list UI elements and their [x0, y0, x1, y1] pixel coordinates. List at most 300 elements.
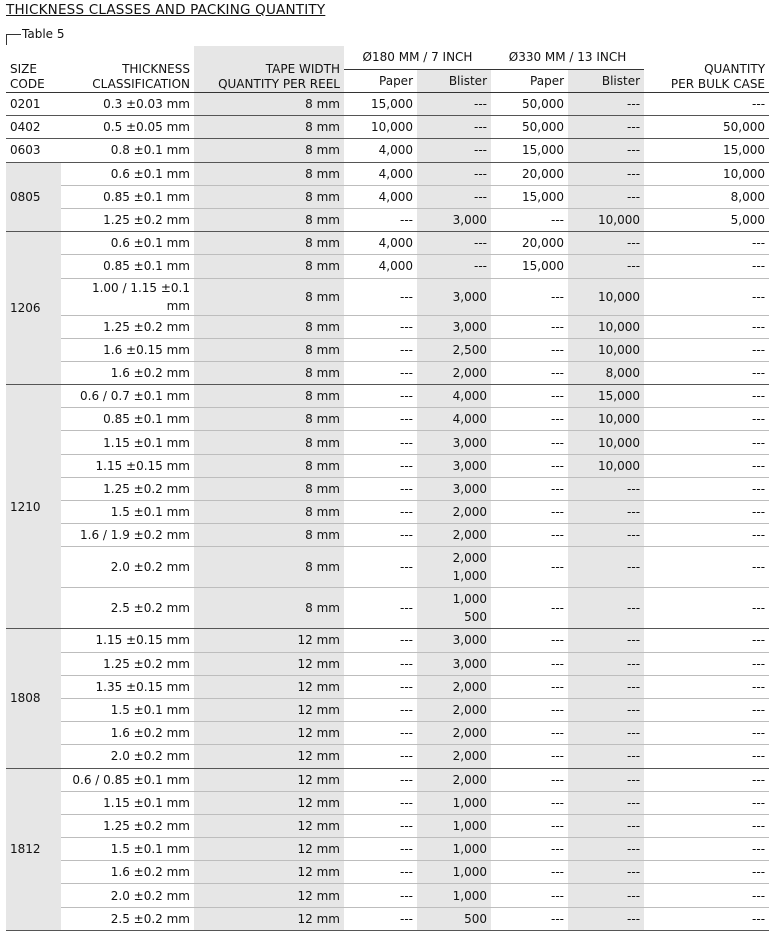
- table-row: [6, 185, 769, 208]
- paper-180-cell: 10,000: [344, 116, 417, 139]
- bulk-cell: ---: [644, 907, 769, 930]
- bulk-cell: 50,000: [644, 116, 769, 139]
- thickness-cell: 1.5 ±0.1 mm: [61, 501, 194, 524]
- bulk-cell: ---: [644, 814, 769, 837]
- paper-180-cell: ---: [344, 907, 417, 930]
- table-row: [6, 884, 769, 907]
- thickness-cell: 2.0 ±0.2 mm: [61, 884, 194, 907]
- paper-180-cell: ---: [344, 315, 417, 338]
- header-thickness: [61, 46, 194, 93]
- bulk-cell: ---: [644, 278, 769, 315]
- paper-180-cell: ---: [344, 652, 417, 675]
- table-row: [6, 93, 769, 116]
- header-thickness-line2: CLASSIFICATION: [92, 77, 190, 91]
- bulk-cell: ---: [644, 547, 769, 588]
- paper-330-cell: ---: [491, 745, 568, 768]
- tape-width-cell: 8 mm: [194, 524, 344, 547]
- table-row: [6, 791, 769, 814]
- table-row: [6, 629, 769, 652]
- blister-330-cell: 10,000: [568, 208, 644, 231]
- thickness-cell: 1.5 ±0.1 mm: [61, 838, 194, 861]
- table-row: [6, 278, 769, 315]
- header-paper-180: Paper: [344, 70, 417, 93]
- header-tape-line2: QUANTITY PER REEL: [218, 77, 340, 91]
- table-row: [6, 361, 769, 384]
- blister-330-cell: ---: [568, 861, 644, 884]
- bulk-cell: ---: [644, 385, 769, 408]
- tape-width-cell: 12 mm: [194, 745, 344, 768]
- blister-180-cell: ---: [417, 255, 491, 278]
- paper-330-cell: ---: [491, 791, 568, 814]
- blister-180-cell: 2,000: [417, 675, 491, 698]
- tape-width-cell: 12 mm: [194, 675, 344, 698]
- thickness-cell: 1.25 ±0.2 mm: [61, 208, 194, 231]
- bulk-cell: ---: [644, 861, 769, 884]
- paper-330-cell: ---: [491, 652, 568, 675]
- table-row: [6, 768, 769, 791]
- blister-180-cell: 3,000: [417, 454, 491, 477]
- blister-330-cell: 10,000: [568, 408, 644, 431]
- blister-180-cell: 2,000: [417, 698, 491, 721]
- paper-180-cell: ---: [344, 814, 417, 837]
- blister-180-cell: 1,000 500: [417, 588, 491, 629]
- paper-180-cell: ---: [344, 768, 417, 791]
- bulk-cell: ---: [644, 675, 769, 698]
- tape-width-cell: 8 mm: [194, 408, 344, 431]
- tape-width-cell: 12 mm: [194, 629, 344, 652]
- blister-330-cell: ---: [568, 139, 644, 162]
- table-row: [6, 501, 769, 524]
- paper-330-cell: 20,000: [491, 162, 568, 185]
- blister-180-cell: 2,000: [417, 501, 491, 524]
- bulk-cell: ---: [644, 791, 769, 814]
- blister-180-cell: 4,000: [417, 408, 491, 431]
- thickness-cell: 1.25 ±0.2 mm: [61, 477, 194, 500]
- thickness-cell: 0.85 ±0.1 mm: [61, 255, 194, 278]
- paper-330-cell: ---: [491, 814, 568, 837]
- blister-180-cell: 1,000: [417, 791, 491, 814]
- paper-180-cell: ---: [344, 722, 417, 745]
- table-row: [6, 838, 769, 861]
- header-paper-330: Paper: [491, 70, 568, 93]
- bulk-cell: ---: [644, 501, 769, 524]
- paper-330-cell: 50,000: [491, 93, 568, 116]
- thickness-cell: 0.8 ±0.1 mm: [61, 139, 194, 162]
- bulk-cell: 8,000: [644, 185, 769, 208]
- paper-180-cell: ---: [344, 361, 417, 384]
- table-row: [6, 315, 769, 338]
- blister-330-cell: ---: [568, 116, 644, 139]
- tape-width-cell: 8 mm: [194, 454, 344, 477]
- bulk-cell: ---: [644, 524, 769, 547]
- blister-180-cell: 2,000: [417, 524, 491, 547]
- tape-width-cell: 8 mm: [194, 116, 344, 139]
- paper-330-cell: 15,000: [491, 185, 568, 208]
- tape-width-cell: 12 mm: [194, 768, 344, 791]
- blister-330-cell: ---: [568, 698, 644, 721]
- paper-180-cell: ---: [344, 791, 417, 814]
- bulk-cell: ---: [644, 431, 769, 454]
- table-row: [6, 745, 769, 768]
- bulk-cell: ---: [644, 745, 769, 768]
- blister-330-cell: ---: [568, 722, 644, 745]
- blister-330-cell: 10,000: [568, 315, 644, 338]
- paper-180-cell: ---: [344, 408, 417, 431]
- tape-width-cell: 12 mm: [194, 838, 344, 861]
- paper-330-cell: ---: [491, 315, 568, 338]
- tape-width-cell: 8 mm: [194, 278, 344, 315]
- header-blister-330: Blister: [568, 70, 644, 93]
- bulk-cell: ---: [644, 315, 769, 338]
- paper-180-cell: ---: [344, 477, 417, 500]
- paper-330-cell: ---: [491, 477, 568, 500]
- table-row: [6, 675, 769, 698]
- paper-330-cell: ---: [491, 278, 568, 315]
- caption-bracket: [6, 34, 21, 45]
- paper-180-cell: ---: [344, 501, 417, 524]
- paper-330-cell: ---: [491, 629, 568, 652]
- tape-width-cell: 8 mm: [194, 547, 344, 588]
- paper-180-cell: ---: [344, 745, 417, 768]
- table-row: [6, 431, 769, 454]
- paper-330-cell: ---: [491, 385, 568, 408]
- blister-330-cell: ---: [568, 768, 644, 791]
- table-row: [6, 652, 769, 675]
- tape-width-cell: 12 mm: [194, 814, 344, 837]
- paper-180-cell: ---: [344, 629, 417, 652]
- blister-330-cell: ---: [568, 838, 644, 861]
- paper-180-cell: 4,000: [344, 255, 417, 278]
- bulk-cell: ---: [644, 698, 769, 721]
- thickness-cell: 0.3 ±0.03 mm: [61, 93, 194, 116]
- paper-180-cell: 4,000: [344, 162, 417, 185]
- blister-180-cell: 1,000: [417, 861, 491, 884]
- header-thickness-line1: THICKNESS: [122, 62, 190, 76]
- blister-330-cell: ---: [568, 93, 644, 116]
- paper-180-cell: ---: [344, 524, 417, 547]
- thickness-cell: 1.6 ±0.2 mm: [61, 861, 194, 884]
- paper-180-cell: ---: [344, 208, 417, 231]
- paper-180-cell: 4,000: [344, 185, 417, 208]
- blister-180-cell: 2,000: [417, 722, 491, 745]
- size-code-cell: 0201: [6, 93, 61, 116]
- paper-330-cell: ---: [491, 698, 568, 721]
- size-code-cell: 1210: [6, 385, 61, 629]
- bulk-cell: ---: [644, 232, 769, 255]
- thickness-cell: 0.6 ±0.1 mm: [61, 162, 194, 185]
- blister-330-cell: ---: [568, 791, 644, 814]
- tape-width-cell: 8 mm: [194, 588, 344, 629]
- paper-330-cell: ---: [491, 408, 568, 431]
- bulk-cell: ---: [644, 884, 769, 907]
- table-row: [6, 814, 769, 837]
- tape-width-cell: 8 mm: [194, 431, 344, 454]
- bulk-cell: ---: [644, 93, 769, 116]
- blister-180-cell: 1,000: [417, 838, 491, 861]
- blister-180-cell: 3,000: [417, 431, 491, 454]
- thickness-cell: 2.5 ±0.2 mm: [61, 907, 194, 930]
- paper-180-cell: 15,000: [344, 93, 417, 116]
- blister-180-cell: ---: [417, 162, 491, 185]
- table-row: [6, 861, 769, 884]
- paper-330-cell: ---: [491, 454, 568, 477]
- blister-180-cell: 2,000: [417, 768, 491, 791]
- bulk-cell: ---: [644, 629, 769, 652]
- paper-180-cell: ---: [344, 588, 417, 629]
- header-bulk: [644, 46, 769, 93]
- size-code-cell: 1808: [6, 629, 61, 768]
- blister-180-cell: 2,000: [417, 361, 491, 384]
- table-row: [6, 722, 769, 745]
- tape-width-cell: 8 mm: [194, 93, 344, 116]
- paper-330-cell: ---: [491, 768, 568, 791]
- thickness-cell: 1.00 / 1.15 ±0.1 mm: [61, 278, 194, 315]
- tape-width-cell: 8 mm: [194, 338, 344, 361]
- document-title: THICKNESS CLASSES AND PACKING QUANTITY: [6, 2, 326, 18]
- tape-width-cell: 12 mm: [194, 861, 344, 884]
- blister-330-cell: ---: [568, 814, 644, 837]
- size-code-cell: 0402: [6, 116, 61, 139]
- header-size-code: [6, 46, 61, 93]
- blister-180-cell: 2,500: [417, 338, 491, 361]
- bulk-cell: ---: [644, 838, 769, 861]
- blister-180-cell: 500: [417, 907, 491, 930]
- paper-330-cell: ---: [491, 547, 568, 588]
- paper-330-cell: ---: [491, 861, 568, 884]
- thickness-cell: 1.6 ±0.2 mm: [61, 361, 194, 384]
- paper-180-cell: 4,000: [344, 139, 417, 162]
- blister-180-cell: ---: [417, 93, 491, 116]
- paper-330-cell: ---: [491, 675, 568, 698]
- bulk-cell: 15,000: [644, 139, 769, 162]
- thickness-cell: 1.15 ±0.15 mm: [61, 454, 194, 477]
- table-row: [6, 454, 769, 477]
- table-row: [6, 116, 769, 139]
- blister-330-cell: ---: [568, 907, 644, 930]
- tape-width-cell: 12 mm: [194, 907, 344, 930]
- thickness-cell: 0.6 ±0.1 mm: [61, 232, 194, 255]
- table-row: [6, 139, 769, 162]
- blister-330-cell: ---: [568, 652, 644, 675]
- table-row: [6, 385, 769, 408]
- table-body: [6, 93, 769, 931]
- blister-180-cell: 2,000: [417, 745, 491, 768]
- table-row: [6, 907, 769, 930]
- blister-180-cell: ---: [417, 185, 491, 208]
- blister-180-cell: 3,000: [417, 477, 491, 500]
- header-reel-330: Ø330 MM / 13 INCH: [491, 46, 644, 70]
- blister-180-cell: 3,000: [417, 652, 491, 675]
- thickness-cell: 1.25 ±0.2 mm: [61, 315, 194, 338]
- bulk-cell: ---: [644, 477, 769, 500]
- tape-width-cell: 8 mm: [194, 139, 344, 162]
- thickness-cell: 1.15 ±0.1 mm: [61, 431, 194, 454]
- header-tape-line1: TAPE WIDTH: [265, 62, 340, 76]
- paper-180-cell: ---: [344, 454, 417, 477]
- paper-330-cell: ---: [491, 588, 568, 629]
- blister-330-cell: ---: [568, 588, 644, 629]
- thickness-cell: 0.85 ±0.1 mm: [61, 185, 194, 208]
- header-blister-180: Blister: [417, 70, 491, 93]
- tape-width-cell: 8 mm: [194, 162, 344, 185]
- paper-330-cell: ---: [491, 722, 568, 745]
- tape-width-cell: 12 mm: [194, 884, 344, 907]
- blister-180-cell: 1,000: [417, 884, 491, 907]
- bulk-cell: 5,000: [644, 208, 769, 231]
- paper-330-cell: ---: [491, 208, 568, 231]
- bulk-cell: ---: [644, 652, 769, 675]
- paper-180-cell: ---: [344, 385, 417, 408]
- blister-330-cell: 10,000: [568, 338, 644, 361]
- thickness-cell: 0.85 ±0.1 mm: [61, 408, 194, 431]
- blister-330-cell: ---: [568, 884, 644, 907]
- bulk-cell: ---: [644, 361, 769, 384]
- bulk-cell: ---: [644, 255, 769, 278]
- blister-330-cell: 10,000: [568, 278, 644, 315]
- table-row: [6, 232, 769, 255]
- paper-330-cell: ---: [491, 501, 568, 524]
- blister-330-cell: ---: [568, 745, 644, 768]
- size-code-cell: 0603: [6, 139, 61, 162]
- blister-330-cell: 15,000: [568, 385, 644, 408]
- table-row: [6, 408, 769, 431]
- tape-width-cell: 8 mm: [194, 385, 344, 408]
- thickness-cell: 0.6 / 0.7 ±0.1 mm: [61, 385, 194, 408]
- table-row: [6, 477, 769, 500]
- table-row: [6, 338, 769, 361]
- thickness-cell: 1.5 ±0.1 mm: [61, 698, 194, 721]
- paper-180-cell: ---: [344, 338, 417, 361]
- bulk-cell: ---: [644, 722, 769, 745]
- blister-180-cell: 3,000: [417, 315, 491, 338]
- blister-180-cell: 4,000: [417, 385, 491, 408]
- table-row: [6, 524, 769, 547]
- blister-330-cell: ---: [568, 524, 644, 547]
- bulk-cell: ---: [644, 454, 769, 477]
- paper-330-cell: 50,000: [491, 116, 568, 139]
- tape-width-cell: 8 mm: [194, 232, 344, 255]
- blister-180-cell: 3,000: [417, 208, 491, 231]
- bulk-cell: 10,000: [644, 162, 769, 185]
- thickness-cell: 1.15 ±0.15 mm: [61, 629, 194, 652]
- paper-330-cell: ---: [491, 361, 568, 384]
- header-reel-180: Ø180 MM / 7 INCH: [344, 46, 491, 70]
- paper-330-cell: 20,000: [491, 232, 568, 255]
- header-bulk-line1: QUANTITY: [704, 62, 766, 76]
- blister-180-cell: ---: [417, 232, 491, 255]
- thickness-cell: 1.6 / 1.9 ±0.2 mm: [61, 524, 194, 547]
- size-code-cell: 1812: [6, 768, 61, 930]
- tape-width-cell: 12 mm: [194, 722, 344, 745]
- blister-330-cell: ---: [568, 675, 644, 698]
- table-caption: Table 5: [22, 27, 65, 41]
- paper-180-cell: ---: [344, 838, 417, 861]
- thickness-cell: 2.0 ±0.2 mm: [61, 547, 194, 588]
- paper-330-cell: ---: [491, 431, 568, 454]
- blister-180-cell: 2,000 1,000: [417, 547, 491, 588]
- bulk-cell: ---: [644, 768, 769, 791]
- table-row: [6, 255, 769, 278]
- tape-width-cell: 12 mm: [194, 698, 344, 721]
- tape-width-cell: 8 mm: [194, 208, 344, 231]
- bulk-cell: ---: [644, 408, 769, 431]
- header-tape-width: [194, 46, 344, 93]
- thickness-cell: 1.6 ±0.15 mm: [61, 338, 194, 361]
- blister-330-cell: ---: [568, 255, 644, 278]
- paper-180-cell: ---: [344, 431, 417, 454]
- blister-330-cell: ---: [568, 162, 644, 185]
- paper-330-cell: ---: [491, 907, 568, 930]
- table-row: [6, 547, 769, 588]
- header-size-code-line2: CODE: [10, 77, 45, 91]
- thickness-cell: 0.6 / 0.85 ±0.1 mm: [61, 768, 194, 791]
- blister-180-cell: 1,000: [417, 814, 491, 837]
- paper-180-cell: ---: [344, 547, 417, 588]
- thickness-cell: 0.5 ±0.05 mm: [61, 116, 194, 139]
- bulk-cell: ---: [644, 588, 769, 629]
- tape-width-cell: 8 mm: [194, 501, 344, 524]
- paper-330-cell: ---: [491, 338, 568, 361]
- thickness-cell: 1.15 ±0.1 mm: [61, 791, 194, 814]
- table-header: [6, 46, 769, 93]
- blister-180-cell: ---: [417, 139, 491, 162]
- thickness-cell: 2.5 ±0.2 mm: [61, 588, 194, 629]
- blister-330-cell: ---: [568, 232, 644, 255]
- blister-330-cell: 10,000: [568, 454, 644, 477]
- paper-330-cell: 15,000: [491, 255, 568, 278]
- paper-180-cell: ---: [344, 698, 417, 721]
- header-bulk-line2: PER BULK CASE: [670, 77, 766, 91]
- paper-180-cell: ---: [344, 675, 417, 698]
- packing-quantity-table: [6, 46, 769, 931]
- thickness-cell: 1.6 ±0.2 mm: [61, 722, 194, 745]
- paper-330-cell: 15,000: [491, 139, 568, 162]
- paper-180-cell: ---: [344, 861, 417, 884]
- paper-180-cell: ---: [344, 884, 417, 907]
- thickness-cell: 1.25 ±0.2 mm: [61, 814, 194, 837]
- table-row: [6, 162, 769, 185]
- blister-180-cell: 3,000: [417, 278, 491, 315]
- thickness-cell: 1.35 ±0.15 mm: [61, 675, 194, 698]
- paper-330-cell: ---: [491, 838, 568, 861]
- blister-330-cell: ---: [568, 501, 644, 524]
- paper-180-cell: 4,000: [344, 232, 417, 255]
- tape-width-cell: 8 mm: [194, 477, 344, 500]
- thickness-cell: 1.25 ±0.2 mm: [61, 652, 194, 675]
- blister-330-cell: ---: [568, 629, 644, 652]
- blister-330-cell: ---: [568, 547, 644, 588]
- table-row: [6, 588, 769, 629]
- paper-330-cell: ---: [491, 524, 568, 547]
- tape-width-cell: 12 mm: [194, 791, 344, 814]
- blister-330-cell: 8,000: [568, 361, 644, 384]
- size-code-cell: 0805: [6, 162, 61, 232]
- paper-330-cell: ---: [491, 884, 568, 907]
- blister-180-cell: 3,000: [417, 629, 491, 652]
- table-row: [6, 698, 769, 721]
- blister-330-cell: ---: [568, 185, 644, 208]
- tape-width-cell: 8 mm: [194, 185, 344, 208]
- tape-width-cell: 8 mm: [194, 255, 344, 278]
- bulk-cell: ---: [644, 338, 769, 361]
- blister-180-cell: ---: [417, 116, 491, 139]
- header-size-code-line1: SIZE: [10, 62, 37, 76]
- paper-180-cell: ---: [344, 278, 417, 315]
- thickness-cell: 2.0 ±0.2 mm: [61, 745, 194, 768]
- blister-330-cell: 10,000: [568, 431, 644, 454]
- tape-width-cell: 8 mm: [194, 315, 344, 338]
- blister-330-cell: ---: [568, 477, 644, 500]
